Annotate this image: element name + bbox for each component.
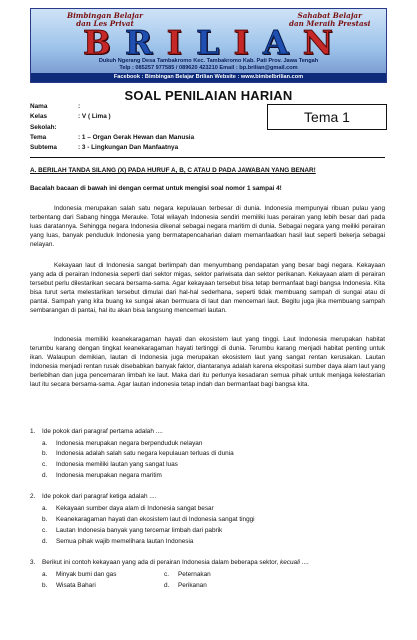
- question-text-main: Berikut ini contoh kekayaan yang ada di perairan Indonesia dalam beberapa sektor,: [42, 559, 281, 566]
- question-text-end: ....: [299, 559, 309, 566]
- question-number: 2.: [30, 493, 36, 500]
- answer-option[interactable]: [42, 450, 234, 458]
- field-label: Tema: [30, 134, 47, 141]
- question-text: Ide pokok dari paragraf pertama adalah ....: [42, 428, 163, 435]
- answer-option[interactable]: [42, 571, 116, 579]
- contact-line: Telp : 085257 977585 / 089620 423210 Email : bp.brilian@gmail.com: [119, 65, 298, 71]
- tagline-left-line2: dan Les Privat: [76, 19, 134, 28]
- question-text-emphasis: kecuali: [280, 559, 300, 566]
- option-text: Indonesia merupakan negara berpenduduk nelayan: [56, 440, 203, 447]
- option-text: Minyak bumi dan gas: [56, 571, 117, 578]
- field-label: Nama: [30, 103, 48, 110]
- field-value: : 3 - Lingkungan Dan Manfaatnya: [78, 144, 179, 151]
- answer-option[interactable]: [42, 440, 202, 448]
- field-value: : V ( Lima ): [78, 113, 111, 120]
- option-text: Keanekaragaman hayati dan ekosistem laut di Indonesia sangat tinggi: [56, 516, 255, 523]
- field-label: Kelas: [30, 113, 48, 120]
- divider: [30, 157, 385, 158]
- logo-letter: I: [166, 22, 183, 62]
- answer-option[interactable]: [42, 538, 193, 546]
- tagline-left-line1: Bimbingan Belajar: [67, 11, 143, 20]
- question-text: Ide pokok dari paragraf ketiga adalah ....: [42, 493, 157, 500]
- brilian-logo: [83, 22, 333, 62]
- option-letter: b.: [42, 516, 48, 523]
- header-banner: [30, 8, 387, 83]
- logo-letter: R: [125, 22, 153, 62]
- field-label: Sekolah:: [30, 124, 57, 131]
- option-text: Semua pihak wajib memelihara lautan Indonesia: [56, 538, 194, 545]
- logo-letter: B: [83, 22, 111, 62]
- option-text: Wisata Bahari: [56, 582, 96, 589]
- option-text: Kekayaan sumber daya alam di Indonesia sangat besar: [56, 505, 214, 512]
- option-letter: c.: [42, 461, 47, 468]
- option-letter: a.: [42, 571, 48, 578]
- page-title: SOAL PENILAIAN HARIAN: [124, 88, 293, 103]
- option-text: Peternakan: [178, 571, 211, 578]
- answer-option[interactable]: [42, 516, 255, 524]
- option-letter: c.: [164, 571, 169, 578]
- field-value: : 1 – Organ Gerak Hewan dan Manusia: [78, 134, 195, 141]
- option-letter: c.: [42, 527, 47, 534]
- tema-box: [267, 104, 387, 130]
- answer-option[interactable]: [164, 571, 211, 579]
- reading-paragraph-1: Indonesia merupakan salah satu negara kepulauan terbesar di dunia. Indonesia mempunyai ribuan pulau yang terbentang dari Sabang hingga Merauke. Total wilayah Indonesia sendiri memiliki luas perairan yang lebih besar dari pada luas daratannya. Sehingga negara Indonesia dikenal sebagai negara maritim di dunia. Sebagai negara yang meiliki perairan yang luas, banyak penduduk Indonesia yang bermatapencaharian dalam memanfaatkan hasil laut seperti bekerja sebagai nelayan.: [30, 205, 385, 248]
- answer-option[interactable]: [42, 527, 222, 535]
- reading-instruction: Bacalah bacaan di bawah ini dengan cermat untuk mengisi soal nomor 1 sampai 4!: [30, 185, 282, 192]
- option-text: Lautan Indonesia banyak yang tercemar limbah dari pabrik: [56, 527, 223, 534]
- tagline-right-line1: Sahabat Belajar: [297, 11, 362, 20]
- answer-option[interactable]: [42, 582, 96, 590]
- option-letter: d.: [42, 538, 48, 545]
- option-letter: d.: [164, 582, 170, 589]
- section-heading: A. BERILAH TANDA SILANG (X) PADA HURUF A, B, C ATAU D PADA JAWABAN YANG BENAR!: [30, 167, 316, 174]
- question-number: 1.: [30, 428, 36, 435]
- logo-letter: I: [233, 22, 249, 62]
- option-letter: b.: [42, 450, 48, 457]
- question-text: [42, 559, 309, 567]
- answer-option[interactable]: [42, 461, 178, 469]
- logo-letter: L: [196, 22, 220, 62]
- reading-paragraph-3: Indonesia memiliki keanekaragaman hayati dan ekosistem laut yang tinggi. Laut Indonesia merupakan habitat terumbu karang dengan tingkat keanekaragaman hayati tertinggi di dunia. Terumbu karang menjadi habitat penting untuk ikan. Walaupun demikian, lautan di Indonesia juga merupakan ekosistem laut yang sangat rentan kerusakan. Lautan Indonesia menjadi rentan rusak disebabkan banyak faktor, diantaranya adalah karena ekspoitasi sumber daya alam laut yang berlebihan dan juga pencemaran limbah ke laut. Maka dari itu perlunya kesadaran semua pihak untuk menjaga kelestarian laut itu secara bersama-sama. Agar lautan indonesia tetap indah dan bermanfaat bagi bangsa kita.: [30, 336, 385, 388]
- option-letter: a.: [42, 505, 48, 512]
- field-value: :: [78, 103, 81, 110]
- logo-letter: N: [302, 22, 333, 62]
- option-letter: d.: [42, 472, 48, 479]
- option-letter: b.: [42, 582, 48, 589]
- social-line: Facebook : Bimbingan Belajar Brilian Website : www.bimbelbrilian.com: [31, 73, 386, 82]
- answer-option[interactable]: [42, 505, 214, 513]
- option-letter: a.: [42, 440, 48, 447]
- option-text: Indonesia merupakan negara maritim: [56, 472, 162, 479]
- address-line: Dukuh Ngerang Desa Tambakromo Kec. Tambakromo Kab. Pati Prov. Jawa Tengah: [98, 58, 319, 64]
- tema-box-label: Tema 1: [304, 109, 350, 125]
- answer-option[interactable]: [42, 472, 162, 480]
- option-text: Perikanan: [178, 582, 207, 589]
- option-text: Indonesia adalah salah satu negara kepulauan terluas di dunia: [56, 450, 234, 457]
- answer-option[interactable]: [164, 582, 207, 590]
- logo-letter: A: [263, 22, 289, 62]
- field-label: Subtema: [30, 144, 57, 151]
- option-text: Indonesia memiliki lautan yang sangat luas: [56, 461, 178, 468]
- reading-paragraph-2: Kekayaan laut di Indonesia sangat berlimpah dan menyumbang pendapatan yang besar bagi negara. Kekayaan yang ada di perairan Indonesia seperti dari sektor migas, sektor pariwisata dan sektor perikanan. Kekayaan alam di perairan tersebut perlu dilestarikan secara bersama-sama. Agar kekayaan tersebut bisa tetap bermanfaat bagi bangsa Indonesia. Kita bisa turut serta melestarikan tersebut dimulai dari hal-hal sederhana, seperti tidak membuang sampah di sungai atau di pantai. Sampah yang kita buang ke sungai akan bermuara di laut dan mencemari laut. Begitu juga jika membuang sampah sembarangan di pantai, hal itu akan bisa langsung mencemari lautan.: [30, 262, 385, 314]
- question-number: 3.: [30, 559, 36, 566]
- tagline-right-line2: dan Meraih Prestasi: [289, 19, 371, 28]
